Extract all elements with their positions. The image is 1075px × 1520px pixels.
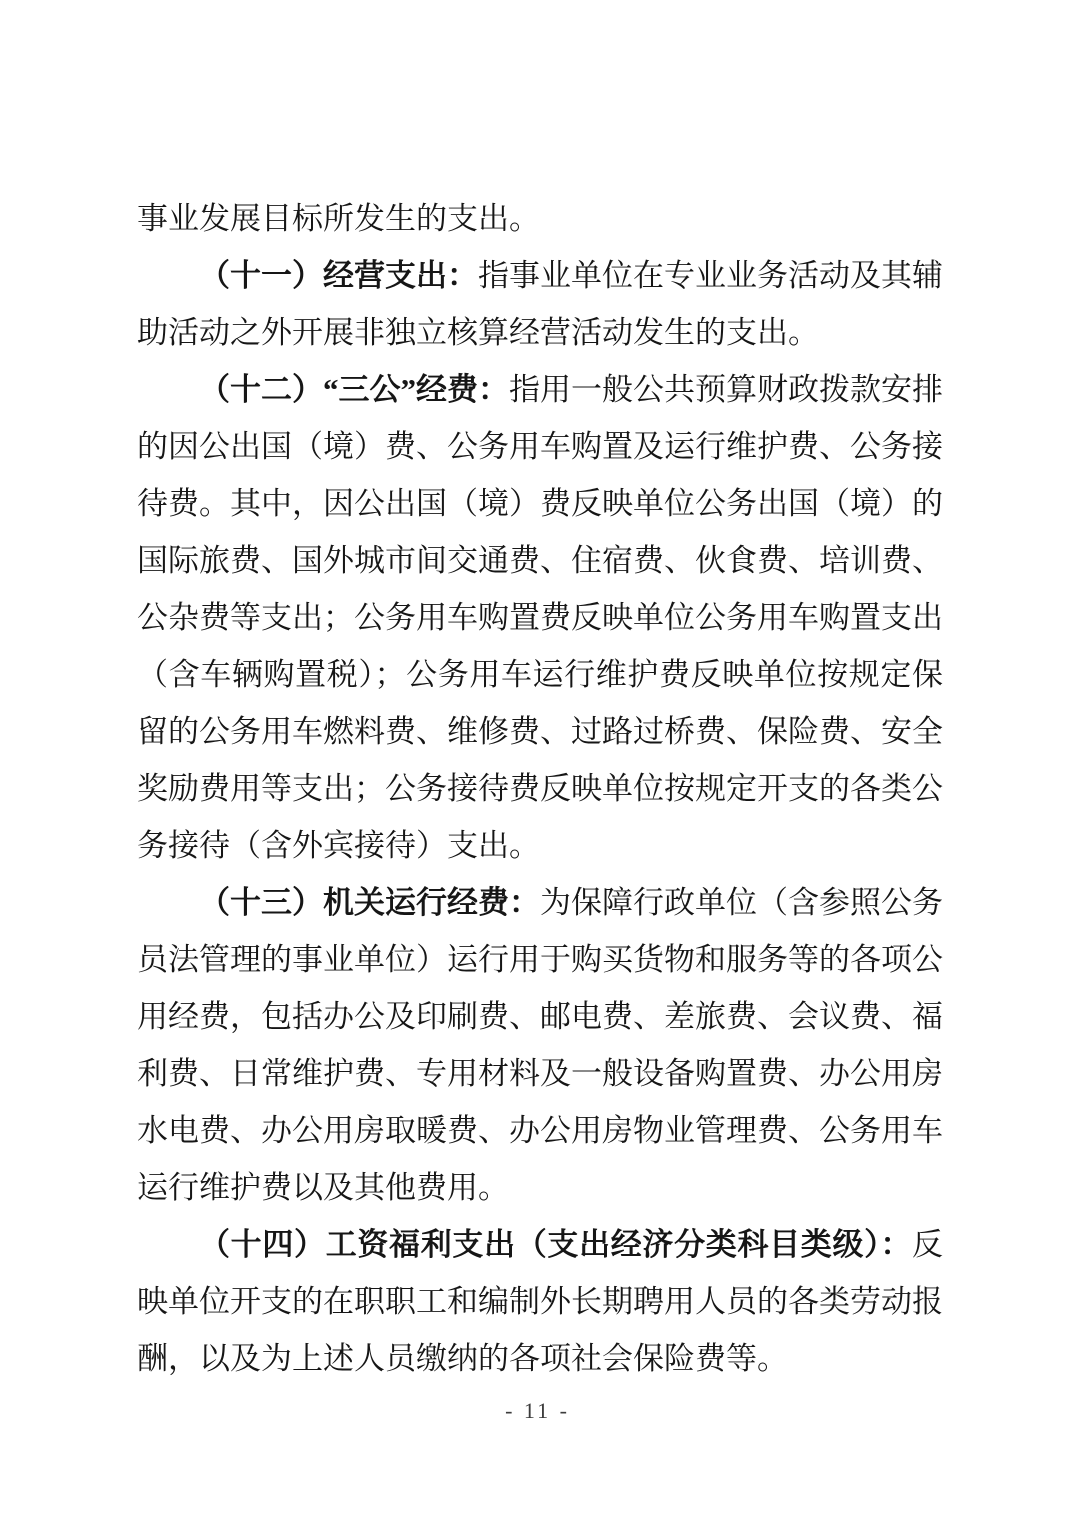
paragraph [137, 874, 943, 1216]
page-number: - 11 - [505, 1398, 570, 1423]
paragraph-heading: （十一）经营支出： [199, 258, 478, 293]
paragraph [137, 361, 943, 874]
paragraph-text: 为保障行政单位（含参照公务员法管理的事业单位）运行用于购买货物和服务等的各项公用经费，包括办公及印刷费、邮电费、差旅费、会议费、福利费、日常维护费、专用材料及一般设备购置费、办公用房水电费、办公用房取暖费、办公用房物业管理费、公务用车运行维护费以及其他费用。 [137, 885, 943, 1205]
document-body [137, 190, 943, 1387]
paragraph [137, 190, 943, 247]
paragraph-heading: （十四）工资福利支出（支出经济分类科目类级）： [199, 1227, 912, 1262]
paragraph-heading: （十三）机关运行经费： [199, 885, 540, 920]
paragraph-text: 指事业单位在专业业务活动及其辅助活动之外开展非独立核算经营活动发生的支出。 [137, 258, 943, 350]
paragraph-text: 反映单位开支的在职职工和编制外长期聘用人员的各类劳动报酬，以及为上述人员缴纳的各项社会保险费等。 [137, 1227, 943, 1376]
paragraph-heading: （十二）“三公”经费： [199, 372, 509, 407]
paragraph-text: 事业发展目标所发生的支出。 [137, 201, 540, 236]
paragraph [137, 1216, 943, 1387]
paragraph-text: 指用一般公共预算财政拨款安排的因公出国（境）费、公务用车购置及运行维护费、公务接待费。其中，因公出国（境）费反映单位公务出国（境）的国际旅费、国外城市间交通费、住宿费、伙食费、培训费、公杂费等支出；公务用车购置费反映单位公务用车购置支出（含车辆购置税）；公务用车运行维护费反映单位按规定保留的公务用车燃料费、维修费、过路过桥费、保险费、安全奖励费用等支出；公务接待费反映单位按规定开支的各类公务接待（含外宾接待）支出。 [137, 372, 943, 863]
paragraph [137, 247, 943, 361]
